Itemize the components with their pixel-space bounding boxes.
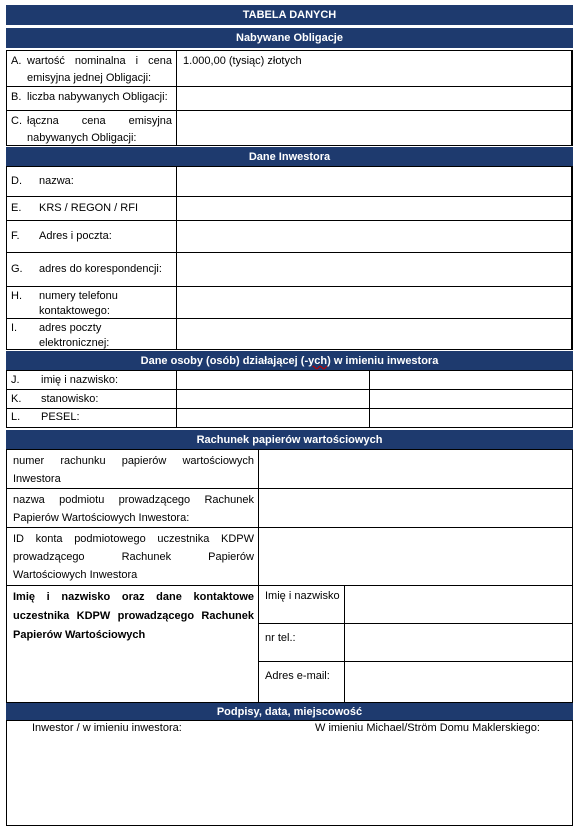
header-text-squig: ych <box>308 355 328 367</box>
row-label: numery telefonu kontaktowego: <box>39 290 118 317</box>
row-g-value[interactable] <box>177 253 572 287</box>
signature-broker-label: W imieniu Michael/Ström Domu Maklerskiego: <box>315 722 540 734</box>
section-header-inwestor: Dane Inwestora <box>6 147 573 167</box>
rachunek-number-value[interactable] <box>259 450 572 489</box>
row-letter: K. <box>11 393 22 405</box>
section-header-osoby <box>6 351 573 371</box>
row-k-label <box>7 390 177 409</box>
rachunek-podmiot-label: nazwa podmiotu prowadzącego Rachunek Papierów Wartościowych Inwestora: <box>7 489 259 528</box>
row-e-label <box>7 197 177 221</box>
rachunek-number-label: numer rachunku papierów wartościowych Inwestora <box>7 450 259 489</box>
row-label: adres do korespondencji: <box>39 263 162 275</box>
row-l-label <box>7 409 177 427</box>
row-letter: L. <box>11 411 21 423</box>
contact-email-label: Adres e-mail: <box>259 662 345 702</box>
rachunek-grid <box>6 449 573 703</box>
row-l-value-2[interactable] <box>370 409 572 427</box>
row-a-label <box>7 51 177 87</box>
row-i-value[interactable] <box>177 319 572 349</box>
row-letter: G. <box>11 263 23 275</box>
row-letter: A. <box>11 55 22 67</box>
row-letter: I. <box>11 322 18 334</box>
row-label: adres poczty elektronicznej: <box>39 322 110 349</box>
row-letter: E. <box>11 202 22 214</box>
row-letter: C. <box>11 115 22 127</box>
row-label: wartość nominalna i cena emisyjna jednej Obligacji: <box>27 55 172 84</box>
row-b-value[interactable] <box>177 87 572 111</box>
kdpw-contact-label: Imię i nazwisko oraz dane kontaktowe uczestnika KDPW prowadzącego Rachunek Papierów Wartościowych <box>7 586 259 702</box>
nabywane-grid <box>6 50 573 146</box>
row-e-value[interactable] <box>177 197 572 221</box>
inwestor-grid <box>6 166 573 350</box>
row-letter: F. <box>11 230 20 242</box>
row-l-value-1[interactable] <box>177 409 370 427</box>
contact-phone-label: nr tel.: <box>259 624 345 662</box>
row-g-label <box>7 253 177 287</box>
row-label: imię i nazwisko: <box>41 374 119 386</box>
header-text-pre: Dane osoby (osób) działającej (- <box>140 355 309 367</box>
row-d-label <box>7 167 177 197</box>
row-i-label <box>7 319 177 349</box>
header-text-post: ) w imieniu inwestora <box>327 355 439 367</box>
row-j-value-1[interactable] <box>177 371 370 390</box>
section-header-nabywane: Nabywane Obligacje <box>6 28 573 48</box>
row-h-label <box>7 287 177 319</box>
row-label: PESEL: <box>41 411 80 423</box>
row-f-label <box>7 221 177 253</box>
row-label: liczba nabywanych Obligacji: <box>27 91 168 103</box>
row-j-value-2[interactable] <box>370 371 572 390</box>
row-letter: H. <box>11 290 22 302</box>
row-h-value[interactable] <box>177 287 572 319</box>
section-header-rachunek: Rachunek papierów wartościowych <box>6 430 573 450</box>
row-a-value[interactable]: 1.000,00 (tysiąc) złotych <box>177 51 572 87</box>
contact-phone-value[interactable] <box>345 624 572 662</box>
row-label: nazwa: <box>39 175 74 187</box>
row-letter: B. <box>11 91 22 103</box>
row-label: KRS / REGON / RFI <box>39 202 139 214</box>
contact-name-label: Imię i nazwisko <box>259 586 345 624</box>
row-label: stanowisko: <box>41 393 99 405</box>
row-letter: D. <box>11 175 22 187</box>
rachunek-kdpw-id-value[interactable] <box>259 528 572 586</box>
rachunek-kdpw-id-label: ID konta podmiotowego uczestnika KDPW prowadzącego Rachunek Papierów Wartościowych Inwestora <box>7 528 259 586</box>
row-c-value[interactable] <box>177 111 572 145</box>
osoby-grid <box>6 370 573 428</box>
row-letter: J. <box>11 374 20 386</box>
section-header-podpisy: Podpisy, data, miejscowość <box>6 703 573 721</box>
row-b-label <box>7 87 177 111</box>
row-f-value[interactable] <box>177 221 572 253</box>
row-label: łączna cena emisyjna nabywanych Obligacji: <box>27 115 172 144</box>
row-c-label <box>7 111 177 145</box>
podpisy-box[interactable] <box>6 720 573 826</box>
row-k-value-1[interactable] <box>177 390 370 409</box>
table-title: TABELA DANYCH <box>6 5 573 25</box>
contact-name-value[interactable] <box>345 586 572 624</box>
signature-investor-label: Inwestor / w imieniu inwestora: <box>32 722 182 734</box>
row-label: Adres i poczta: <box>39 230 112 242</box>
row-d-value[interactable] <box>177 167 572 197</box>
rachunek-podmiot-value[interactable] <box>259 489 572 528</box>
row-k-value-2[interactable] <box>370 390 572 409</box>
row-j-label <box>7 371 177 390</box>
contact-email-value[interactable] <box>345 662 572 702</box>
